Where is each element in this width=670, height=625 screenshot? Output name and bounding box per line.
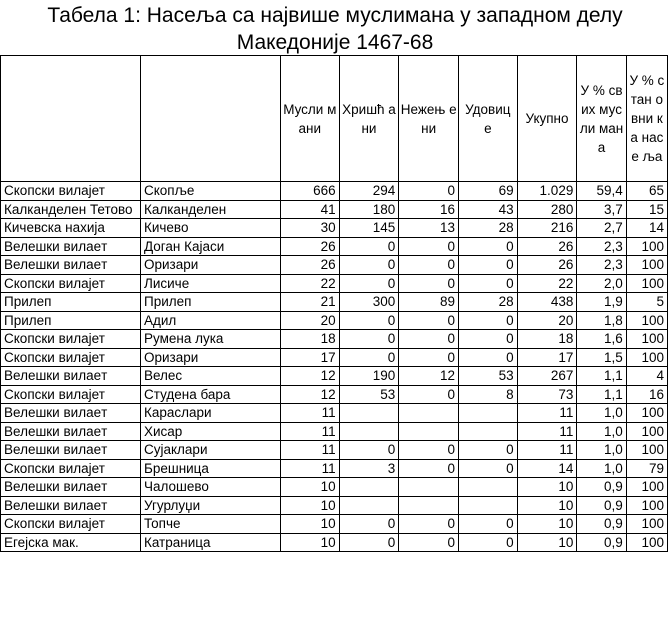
total-cell: 438 — [517, 293, 577, 312]
settlement-cell: Доган Кајаси — [140, 237, 280, 256]
unmarried-cell: 0 — [399, 274, 459, 293]
muslims-cell: 10 — [280, 496, 339, 515]
pct-population-cell: 100 — [626, 330, 667, 349]
settlement-cell: Топче — [140, 515, 280, 534]
pct-population-cell: 100 — [626, 478, 667, 497]
total-cell: 73 — [517, 385, 577, 404]
christians-cell: 0 — [339, 274, 399, 293]
settlement-cell: Брешница — [140, 459, 280, 478]
pct-population-cell: 14 — [626, 219, 667, 238]
settlement-cell: Чалошево — [140, 478, 280, 497]
settlement-cell: Прилеп — [140, 293, 280, 312]
region-cell: Скопски вилајет — [1, 182, 141, 201]
table-row — [1, 200, 668, 219]
unmarried-cell: 13 — [399, 219, 459, 238]
christians-cell: 0 — [339, 330, 399, 349]
pct-muslims-cell: 2,3 — [577, 237, 626, 256]
widows-cell: 0 — [459, 311, 518, 330]
region-cell: Скопски вилајет — [1, 274, 141, 293]
christians-cell: 0 — [339, 441, 399, 460]
total-cell: 10 — [517, 533, 577, 552]
unmarried-cell: 0 — [399, 459, 459, 478]
header-widows: Удовиц е — [459, 56, 518, 182]
pct-population-cell: 100 — [626, 441, 667, 460]
pct-population-cell: 100 — [626, 348, 667, 367]
widows-cell: 28 — [459, 219, 518, 238]
unmarried-cell — [399, 496, 459, 515]
table-row — [1, 274, 668, 293]
pct-population-cell: 5 — [626, 293, 667, 312]
christians-cell: 0 — [339, 515, 399, 534]
total-cell: 18 — [517, 330, 577, 349]
christians-cell — [339, 478, 399, 497]
widows-cell: 43 — [459, 200, 518, 219]
pct-muslims-cell: 2,0 — [577, 274, 626, 293]
pct-population-cell: 4 — [626, 367, 667, 386]
pct-muslims-cell: 3,7 — [577, 200, 626, 219]
region-cell: Скопски вилајет — [1, 348, 141, 367]
header-total: Укупно — [517, 56, 577, 182]
total-cell: 11 — [517, 404, 577, 423]
widows-cell: 0 — [459, 441, 518, 460]
widows-cell: 0 — [459, 515, 518, 534]
pct-muslims-cell: 0,9 — [577, 496, 626, 515]
muslims-cell: 10 — [280, 478, 339, 497]
widows-cell — [459, 422, 518, 441]
muslims-cell: 10 — [280, 515, 339, 534]
unmarried-cell: 0 — [399, 515, 459, 534]
table-row — [1, 219, 668, 238]
region-cell: Кичевска нахија — [1, 219, 141, 238]
pct-muslims-cell: 0,9 — [577, 533, 626, 552]
total-cell: 10 — [517, 478, 577, 497]
table-row — [1, 404, 668, 423]
region-cell: Велешки вилаeт — [1, 441, 141, 460]
pct-population-cell: 16 — [626, 385, 667, 404]
pct-muslims-cell: 1,0 — [577, 404, 626, 423]
muslims-cell: 666 — [280, 182, 339, 201]
muslims-cell: 17 — [280, 348, 339, 367]
pct-muslims-cell: 1,1 — [577, 367, 626, 386]
header-settlement — [140, 56, 280, 182]
region-cell: Егејска мак. — [1, 533, 141, 552]
unmarried-cell: 0 — [399, 533, 459, 552]
total-cell: 26 — [517, 256, 577, 275]
pct-population-cell: 100 — [626, 496, 667, 515]
table-row — [1, 182, 668, 201]
settlement-cell: Караслари — [140, 404, 280, 423]
settlements-table — [0, 55, 668, 552]
pct-muslims-cell: 1,6 — [577, 330, 626, 349]
region-cell: Скопски вилајет — [1, 385, 141, 404]
widows-cell: 0 — [459, 237, 518, 256]
muslims-cell: 12 — [280, 385, 339, 404]
pct-muslims-cell: 1,0 — [577, 459, 626, 478]
muslims-cell: 30 — [280, 219, 339, 238]
unmarried-cell: 12 — [399, 367, 459, 386]
pct-population-cell: 65 — [626, 182, 667, 201]
region-cell: Велешки вилаeт — [1, 496, 141, 515]
christians-cell: 300 — [339, 293, 399, 312]
unmarried-cell: 0 — [399, 256, 459, 275]
region-cell: Прилеп — [1, 311, 141, 330]
pct-muslims-cell: 1,5 — [577, 348, 626, 367]
widows-cell: 0 — [459, 533, 518, 552]
christians-cell: 145 — [339, 219, 399, 238]
pct-muslims-cell: 2,3 — [577, 256, 626, 275]
settlement-cell: Адил — [140, 311, 280, 330]
table-row — [1, 441, 668, 460]
total-cell: 267 — [517, 367, 577, 386]
total-cell: 10 — [517, 496, 577, 515]
muslims-cell: 11 — [280, 441, 339, 460]
widows-cell: 0 — [459, 256, 518, 275]
pct-population-cell: 100 — [626, 515, 667, 534]
total-cell: 280 — [517, 200, 577, 219]
pct-muslims-cell: 0,9 — [577, 478, 626, 497]
table-row — [1, 515, 668, 534]
widows-cell: 0 — [459, 330, 518, 349]
settlement-cell: Велес — [140, 367, 280, 386]
total-cell: 26 — [517, 237, 577, 256]
widows-cell: 0 — [459, 459, 518, 478]
pct-muslims-cell: 1,0 — [577, 422, 626, 441]
unmarried-cell: 89 — [399, 293, 459, 312]
total-cell: 11 — [517, 422, 577, 441]
muslims-cell: 22 — [280, 274, 339, 293]
table-row — [1, 385, 668, 404]
christians-cell: 190 — [339, 367, 399, 386]
settlement-cell: Оризари — [140, 348, 280, 367]
pct-population-cell: 100 — [626, 311, 667, 330]
widows-cell: 28 — [459, 293, 518, 312]
table-body — [1, 182, 668, 552]
christians-cell: 0 — [339, 533, 399, 552]
widows-cell — [459, 478, 518, 497]
pct-muslims-cell: 1,1 — [577, 385, 626, 404]
muslims-cell: 21 — [280, 293, 339, 312]
region-cell: Велешки вилаeт — [1, 367, 141, 386]
region-cell: Прилеп — [1, 293, 141, 312]
header-muslims: Мусли мани — [280, 56, 339, 182]
unmarried-cell: 0 — [399, 237, 459, 256]
pct-population-cell: 100 — [626, 237, 667, 256]
widows-cell: 0 — [459, 274, 518, 293]
christians-cell — [339, 496, 399, 515]
header-region — [1, 56, 141, 182]
unmarried-cell: 0 — [399, 182, 459, 201]
pct-muslims-cell: 1,8 — [577, 311, 626, 330]
header-christians: Хришћ ани — [339, 56, 399, 182]
header-pct-population: У % стан овни ка насе ља — [626, 56, 667, 182]
settlement-cell: Студена бара — [140, 385, 280, 404]
total-cell: 10 — [517, 515, 577, 534]
settlement-cell: Оризари — [140, 256, 280, 275]
muslims-cell: 20 — [280, 311, 339, 330]
region-cell: Велешки вилаeт — [1, 478, 141, 497]
settlement-cell: Калканделен — [140, 200, 280, 219]
pct-muslims-cell: 1,9 — [577, 293, 626, 312]
settlement-cell: Лисиче — [140, 274, 280, 293]
total-cell: 20 — [517, 311, 577, 330]
unmarried-cell: 16 — [399, 200, 459, 219]
table-row — [1, 293, 668, 312]
christians-cell: 0 — [339, 256, 399, 275]
settlement-cell: Хисар — [140, 422, 280, 441]
pct-population-cell: 100 — [626, 422, 667, 441]
header-row — [1, 56, 668, 182]
muslims-cell: 41 — [280, 200, 339, 219]
christians-cell — [339, 404, 399, 423]
settlement-cell: Скопље — [140, 182, 280, 201]
unmarried-cell: 0 — [399, 311, 459, 330]
region-cell: Велешки вилаeт — [1, 422, 141, 441]
region-cell: Скопски вилајет — [1, 515, 141, 534]
pct-muslims-cell: 0,9 — [577, 515, 626, 534]
unmarried-cell — [399, 422, 459, 441]
header-pct-all-muslims: У % свих мусли мана — [577, 56, 626, 182]
widows-cell — [459, 404, 518, 423]
pct-population-cell: 100 — [626, 256, 667, 275]
table-row — [1, 237, 668, 256]
total-cell: 17 — [517, 348, 577, 367]
christians-cell: 0 — [339, 311, 399, 330]
region-cell: Велешки вилаeт — [1, 404, 141, 423]
total-cell: 1.029 — [517, 182, 577, 201]
unmarried-cell: 0 — [399, 330, 459, 349]
widows-cell — [459, 496, 518, 515]
christians-cell: 294 — [339, 182, 399, 201]
table-row — [1, 256, 668, 275]
total-cell: 14 — [517, 459, 577, 478]
pct-population-cell: 100 — [626, 533, 667, 552]
muslims-cell: 12 — [280, 367, 339, 386]
muslims-cell: 10 — [280, 533, 339, 552]
settlement-cell: Румена лука — [140, 330, 280, 349]
pct-muslims-cell: 1,0 — [577, 441, 626, 460]
muslims-cell: 26 — [280, 256, 339, 275]
widows-cell: 8 — [459, 385, 518, 404]
region-cell: Скопски вилајет — [1, 459, 141, 478]
muslims-cell: 26 — [280, 237, 339, 256]
pct-muslims-cell: 59,4 — [577, 182, 626, 201]
table-title-line-2: Македоније 1467-68 — [236, 31, 434, 54]
unmarried-cell — [399, 404, 459, 423]
table-row — [1, 459, 668, 478]
pct-population-cell: 15 — [626, 200, 667, 219]
table-row — [1, 496, 668, 515]
total-cell: 216 — [517, 219, 577, 238]
muslims-cell: 11 — [280, 404, 339, 423]
region-cell: Велешки вилаeт — [1, 237, 141, 256]
widows-cell: 69 — [459, 182, 518, 201]
christians-cell: 53 — [339, 385, 399, 404]
muslims-cell: 11 — [280, 459, 339, 478]
settlement-cell: Кичево — [140, 219, 280, 238]
unmarried-cell — [399, 478, 459, 497]
muslims-cell: 18 — [280, 330, 339, 349]
header-unmarried: Нежењ ени — [399, 56, 459, 182]
table-row — [1, 422, 668, 441]
unmarried-cell: 0 — [399, 441, 459, 460]
widows-cell: 0 — [459, 348, 518, 367]
total-cell: 11 — [517, 441, 577, 460]
unmarried-cell: 0 — [399, 385, 459, 404]
christians-cell: 3 — [339, 459, 399, 478]
christians-cell: 180 — [339, 200, 399, 219]
table-row — [1, 478, 668, 497]
muslims-cell: 11 — [280, 422, 339, 441]
region-cell: Скопски вилајет — [1, 330, 141, 349]
pct-muslims-cell: 2,7 — [577, 219, 626, 238]
pct-population-cell: 100 — [626, 404, 667, 423]
table-title-line-1: Табела 1: Насеља са највише муслимана у западном делу — [47, 4, 623, 27]
widows-cell: 53 — [459, 367, 518, 386]
settlement-cell: Угурлуџи — [140, 496, 280, 515]
total-cell: 22 — [517, 274, 577, 293]
unmarried-cell: 0 — [399, 348, 459, 367]
settlement-cell: Сујаклари — [140, 441, 280, 460]
table-row — [1, 367, 668, 386]
christians-cell: 0 — [339, 348, 399, 367]
table-row — [1, 330, 668, 349]
region-cell: Калканделен Тетово — [1, 200, 141, 219]
settlement-cell: Катраница — [140, 533, 280, 552]
table-row — [1, 533, 668, 552]
table-row — [1, 348, 668, 367]
table-row — [1, 311, 668, 330]
pct-population-cell: 79 — [626, 459, 667, 478]
pct-population-cell: 100 — [626, 274, 667, 293]
christians-cell — [339, 422, 399, 441]
region-cell: Велешки вилаeт — [1, 256, 141, 275]
christians-cell: 0 — [339, 237, 399, 256]
